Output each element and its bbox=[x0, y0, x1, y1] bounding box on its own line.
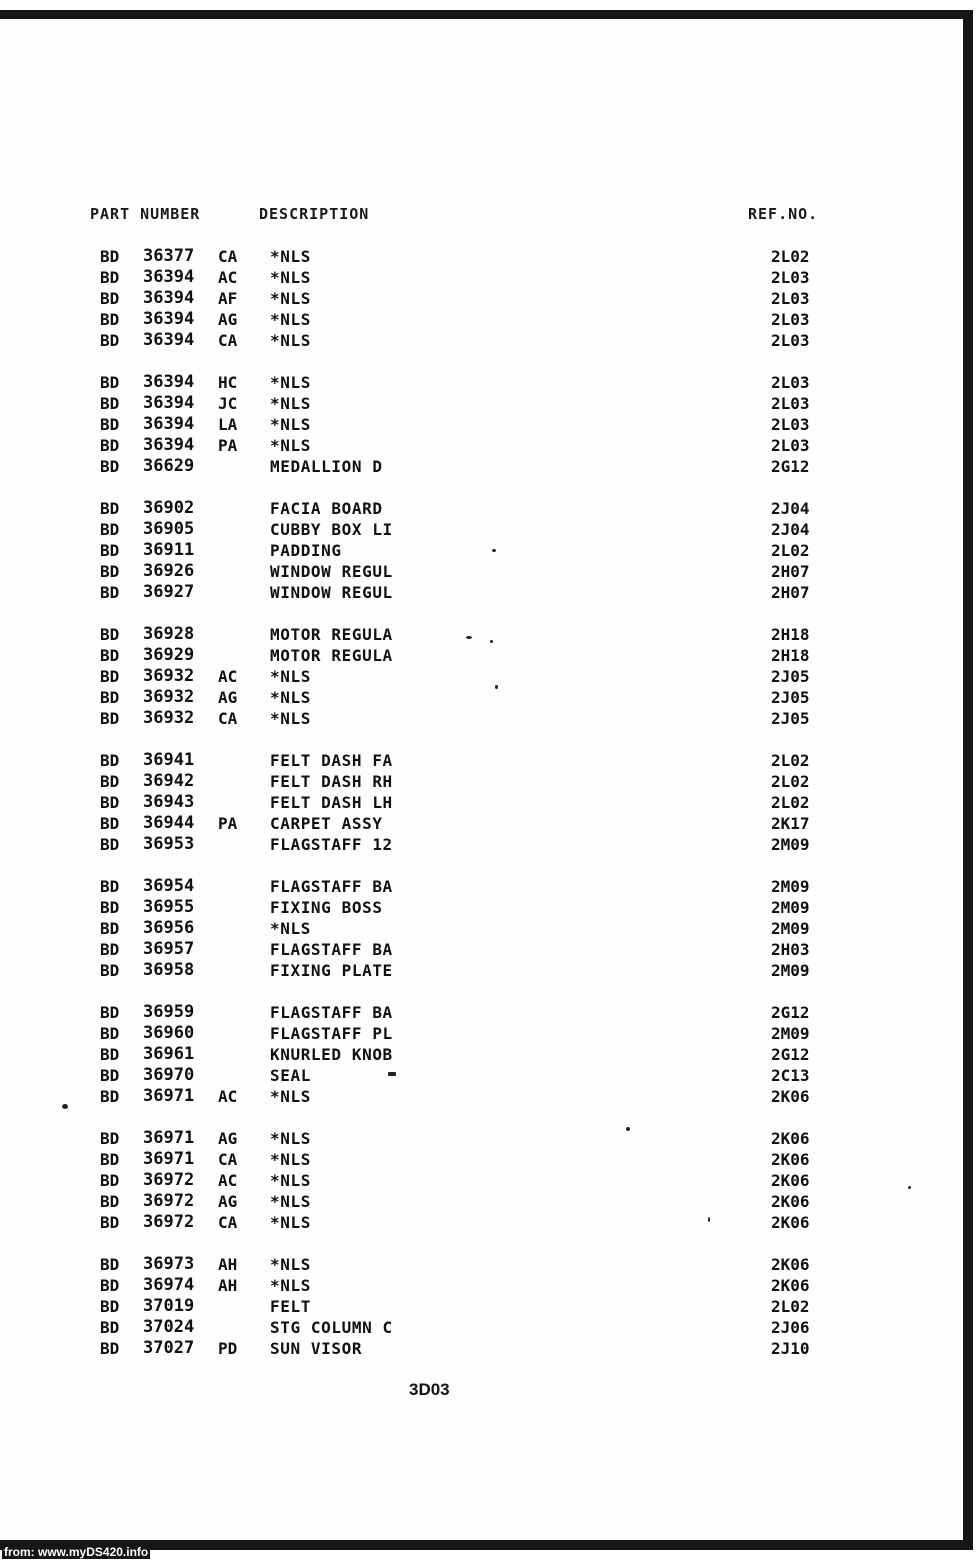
part-suffix: AC bbox=[218, 1171, 238, 1190]
part-prefix: BD bbox=[100, 499, 120, 518]
part-number: 36928 bbox=[143, 624, 195, 644]
part-prefix: BD bbox=[100, 1045, 120, 1064]
part-prefix: BD bbox=[100, 415, 120, 434]
part-ref-no: 2L02 bbox=[771, 793, 810, 812]
part-prefix: BD bbox=[100, 898, 120, 917]
part-description: SUN VISOR bbox=[270, 1339, 363, 1358]
part-number: 36973 bbox=[143, 1254, 195, 1274]
part-ref-no: 2K06 bbox=[771, 1087, 810, 1106]
part-row bbox=[0, 771, 963, 792]
part-row bbox=[0, 1212, 963, 1233]
part-number: 36932 bbox=[143, 666, 195, 686]
part-row bbox=[0, 834, 963, 855]
part-prefix: BD bbox=[100, 667, 120, 686]
part-number: 36932 bbox=[143, 708, 195, 728]
part-row bbox=[0, 1254, 963, 1275]
part-description: CARPET ASSY bbox=[270, 814, 383, 833]
part-description: PADDING bbox=[270, 541, 342, 560]
part-description: FLAGSTAFF BA bbox=[270, 940, 393, 959]
part-row bbox=[0, 687, 963, 708]
part-row bbox=[0, 1086, 963, 1107]
part-ref-no: 2K06 bbox=[771, 1213, 810, 1232]
part-ref-no: 2K06 bbox=[771, 1171, 810, 1190]
part-row bbox=[0, 666, 963, 687]
part-number: 36972 bbox=[143, 1212, 195, 1232]
part-row bbox=[0, 1191, 963, 1212]
part-row bbox=[0, 582, 963, 603]
part-ref-no: 2L03 bbox=[771, 268, 810, 287]
scan-speck bbox=[492, 549, 496, 552]
part-number: 36943 bbox=[143, 792, 195, 812]
part-prefix: BD bbox=[100, 1024, 120, 1043]
part-ref-no: 2M09 bbox=[771, 961, 810, 980]
part-number: 36394 bbox=[143, 372, 195, 392]
part-row bbox=[0, 1065, 963, 1086]
part-prefix: BD bbox=[100, 457, 120, 476]
part-description: *NLS bbox=[270, 1171, 311, 1190]
part-row bbox=[0, 897, 963, 918]
part-ref-no: 2G12 bbox=[771, 1045, 810, 1064]
part-description: *NLS bbox=[270, 289, 311, 308]
part-number: 37027 bbox=[143, 1338, 195, 1358]
part-number: 36394 bbox=[143, 309, 195, 329]
part-description: *NLS bbox=[270, 247, 311, 266]
source-watermark: from: www.myDS420.info bbox=[4, 1545, 149, 1559]
part-prefix: BD bbox=[100, 709, 120, 728]
scan-speck bbox=[626, 1127, 630, 1131]
part-description: *NLS bbox=[270, 1192, 311, 1211]
part-description: MOTOR REGULA bbox=[270, 646, 393, 665]
part-description: FELT DASH LH bbox=[270, 793, 393, 812]
part-number: 36970 bbox=[143, 1065, 195, 1085]
part-prefix: BD bbox=[100, 814, 120, 833]
scan-speck bbox=[466, 636, 472, 639]
part-row bbox=[0, 414, 963, 435]
part-row bbox=[0, 1338, 963, 1359]
part-row bbox=[0, 1149, 963, 1170]
scan-border-top bbox=[0, 10, 970, 19]
part-ref-no: 2K06 bbox=[771, 1129, 810, 1148]
part-description: MEDALLION D bbox=[270, 457, 383, 476]
part-ref-no: 2C13 bbox=[771, 1066, 810, 1085]
part-ref-no: 2L02 bbox=[771, 247, 810, 266]
part-description: FLAGSTAFF PL bbox=[270, 1024, 393, 1043]
part-number: 36394 bbox=[143, 267, 195, 287]
part-description: *NLS bbox=[270, 688, 311, 707]
column-header-ref-no: REF.NO. bbox=[748, 205, 819, 223]
part-prefix: BD bbox=[100, 793, 120, 812]
part-row bbox=[0, 1275, 963, 1296]
part-description: *NLS bbox=[270, 667, 311, 686]
part-row bbox=[0, 876, 963, 897]
part-prefix: BD bbox=[100, 541, 120, 560]
part-row bbox=[0, 939, 963, 960]
part-description: WINDOW REGUL bbox=[270, 562, 393, 581]
part-row bbox=[0, 708, 963, 729]
part-description: *NLS bbox=[270, 310, 311, 329]
part-row bbox=[0, 624, 963, 645]
part-description: *NLS bbox=[270, 709, 311, 728]
part-prefix: BD bbox=[100, 583, 120, 602]
part-number: 36629 bbox=[143, 456, 195, 476]
part-ref-no: 2K06 bbox=[771, 1150, 810, 1169]
part-description: *NLS bbox=[270, 1150, 311, 1169]
part-prefix: BD bbox=[100, 772, 120, 791]
part-suffix: AG bbox=[218, 310, 238, 329]
part-prefix: BD bbox=[100, 289, 120, 308]
part-description: *NLS bbox=[270, 394, 311, 413]
group-spacer bbox=[0, 1233, 963, 1254]
part-suffix: AC bbox=[218, 1087, 238, 1106]
part-prefix: BD bbox=[100, 1276, 120, 1295]
group-spacer bbox=[0, 855, 963, 876]
part-description: FLAGSTAFF BA bbox=[270, 1003, 393, 1022]
part-prefix: BD bbox=[100, 625, 120, 644]
part-ref-no: 2J04 bbox=[771, 520, 810, 539]
part-number: 36926 bbox=[143, 561, 195, 581]
group-spacer bbox=[0, 351, 963, 372]
scan-border-right bbox=[963, 10, 973, 1546]
part-description: FELT DASH RH bbox=[270, 772, 393, 791]
part-suffix: CA bbox=[218, 247, 238, 266]
part-ref-no: 2K17 bbox=[771, 814, 810, 833]
part-ref-no: 2K06 bbox=[771, 1255, 810, 1274]
part-row bbox=[0, 1044, 963, 1065]
part-number: 36971 bbox=[143, 1086, 195, 1106]
part-description: *NLS bbox=[270, 436, 311, 455]
part-description: FLAGSTAFF 12 bbox=[270, 835, 393, 854]
part-ref-no: 2J04 bbox=[771, 499, 810, 518]
part-ref-no: 2L03 bbox=[771, 331, 810, 350]
part-row bbox=[0, 372, 963, 393]
part-ref-no: 2H18 bbox=[771, 646, 810, 665]
part-prefix: BD bbox=[100, 1192, 120, 1211]
part-description: FLAGSTAFF BA bbox=[270, 877, 393, 896]
group-spacer bbox=[0, 477, 963, 498]
part-row bbox=[0, 561, 963, 582]
part-suffix: AH bbox=[218, 1276, 238, 1295]
part-ref-no: 2H07 bbox=[771, 583, 810, 602]
part-description: *NLS bbox=[270, 1255, 311, 1274]
part-description: WINDOW REGUL bbox=[270, 583, 393, 602]
part-prefix: BD bbox=[100, 919, 120, 938]
part-prefix: BD bbox=[100, 436, 120, 455]
part-ref-no: 2M09 bbox=[771, 898, 810, 917]
part-ref-no: 2G12 bbox=[771, 1003, 810, 1022]
part-number: 36394 bbox=[143, 393, 195, 413]
part-ref-no: 2H18 bbox=[771, 625, 810, 644]
part-ref-no: 2J05 bbox=[771, 667, 810, 686]
group-spacer bbox=[0, 729, 963, 750]
part-row bbox=[0, 267, 963, 288]
part-prefix: BD bbox=[100, 1318, 120, 1337]
part-number: 37024 bbox=[143, 1317, 195, 1337]
part-suffix: CA bbox=[218, 1213, 238, 1232]
group-spacer bbox=[0, 1107, 963, 1128]
part-description: CUBBY BOX LI bbox=[270, 520, 393, 539]
part-ref-no: 2L03 bbox=[771, 394, 810, 413]
part-number: 36954 bbox=[143, 876, 195, 896]
part-prefix: BD bbox=[100, 961, 120, 980]
part-number: 36929 bbox=[143, 645, 195, 665]
part-row bbox=[0, 330, 963, 351]
part-prefix: BD bbox=[100, 1297, 120, 1316]
parts-list bbox=[0, 246, 963, 1359]
part-suffix: AG bbox=[218, 688, 238, 707]
part-row bbox=[0, 645, 963, 666]
part-description: *NLS bbox=[270, 919, 311, 938]
part-number: 36932 bbox=[143, 687, 195, 707]
part-description: KNURLED KNOB bbox=[270, 1045, 393, 1064]
part-prefix: BD bbox=[100, 247, 120, 266]
part-suffix: CA bbox=[218, 331, 238, 350]
part-prefix: BD bbox=[100, 1066, 120, 1085]
part-prefix: BD bbox=[100, 1003, 120, 1022]
part-number: 36974 bbox=[143, 1275, 195, 1295]
part-ref-no: 2J10 bbox=[771, 1339, 810, 1358]
part-suffix: AH bbox=[218, 1255, 238, 1274]
part-number: 36942 bbox=[143, 771, 195, 791]
part-number: 36944 bbox=[143, 813, 195, 833]
part-prefix: BD bbox=[100, 688, 120, 707]
part-prefix: BD bbox=[100, 835, 120, 854]
column-header-part-number: PART NUMBER bbox=[90, 205, 201, 223]
part-number: 36956 bbox=[143, 918, 195, 938]
part-suffix: CA bbox=[218, 709, 238, 728]
part-row bbox=[0, 1296, 963, 1317]
part-prefix: BD bbox=[100, 1255, 120, 1274]
part-number: 36971 bbox=[143, 1149, 195, 1169]
part-row bbox=[0, 960, 963, 981]
part-number: 37019 bbox=[143, 1296, 195, 1316]
column-header-description: DESCRIPTION bbox=[259, 205, 370, 223]
part-row bbox=[0, 1002, 963, 1023]
page-code: 3D03 bbox=[409, 1380, 450, 1399]
part-description: STG COLUMN C bbox=[270, 1318, 393, 1337]
part-suffix: AG bbox=[218, 1129, 238, 1148]
part-prefix: BD bbox=[100, 1171, 120, 1190]
part-ref-no: 2L02 bbox=[771, 1297, 810, 1316]
part-suffix: AC bbox=[218, 667, 238, 686]
scan-speck bbox=[388, 1072, 396, 1076]
part-number: 36953 bbox=[143, 834, 195, 854]
part-ref-no: 2J05 bbox=[771, 709, 810, 728]
part-number: 36902 bbox=[143, 498, 195, 518]
part-description: *NLS bbox=[270, 331, 311, 350]
group-spacer bbox=[0, 603, 963, 624]
part-prefix: BD bbox=[100, 1150, 120, 1169]
part-row bbox=[0, 813, 963, 834]
part-ref-no: 2L03 bbox=[771, 289, 810, 308]
part-suffix: HC bbox=[218, 373, 238, 392]
part-ref-no: 2K06 bbox=[771, 1276, 810, 1295]
part-suffix: JC bbox=[218, 394, 238, 413]
part-description: *NLS bbox=[270, 1276, 311, 1295]
part-prefix: BD bbox=[100, 1213, 120, 1232]
part-ref-no: 2L03 bbox=[771, 415, 810, 434]
scan-speck bbox=[495, 685, 498, 689]
part-row bbox=[0, 288, 963, 309]
part-row bbox=[0, 1170, 963, 1191]
part-number: 36958 bbox=[143, 960, 195, 980]
part-prefix: BD bbox=[100, 268, 120, 287]
part-suffix: AC bbox=[218, 268, 238, 287]
part-number: 36394 bbox=[143, 330, 195, 350]
scan-speck bbox=[908, 1186, 911, 1189]
part-prefix: BD bbox=[100, 1087, 120, 1106]
part-prefix: BD bbox=[100, 751, 120, 770]
part-ref-no: 2L02 bbox=[771, 772, 810, 791]
part-number: 36377 bbox=[143, 246, 195, 266]
part-number: 36959 bbox=[143, 1002, 195, 1022]
part-ref-no: 2L03 bbox=[771, 373, 810, 392]
part-row bbox=[0, 435, 963, 456]
part-suffix: AF bbox=[218, 289, 238, 308]
group-spacer bbox=[0, 981, 963, 1002]
part-number: 36905 bbox=[143, 519, 195, 539]
part-ref-no: 2K06 bbox=[771, 1192, 810, 1211]
part-description: *NLS bbox=[270, 373, 311, 392]
part-ref-no: 2L02 bbox=[771, 751, 810, 770]
part-row bbox=[0, 750, 963, 771]
part-prefix: BD bbox=[100, 940, 120, 959]
part-ref-no: 2G12 bbox=[771, 457, 810, 476]
part-number: 36927 bbox=[143, 582, 195, 602]
part-row bbox=[0, 1128, 963, 1149]
part-number: 36394 bbox=[143, 435, 195, 455]
part-ref-no: 2L03 bbox=[771, 310, 810, 329]
part-description: FELT DASH FA bbox=[270, 751, 393, 770]
part-number: 36961 bbox=[143, 1044, 195, 1064]
part-number: 36394 bbox=[143, 288, 195, 308]
part-suffix: PA bbox=[218, 436, 238, 455]
part-suffix: LA bbox=[218, 415, 238, 434]
part-description: *NLS bbox=[270, 1087, 311, 1106]
part-row bbox=[0, 498, 963, 519]
part-description: FACIA BOARD bbox=[270, 499, 383, 518]
part-prefix: BD bbox=[100, 310, 120, 329]
part-prefix: BD bbox=[100, 646, 120, 665]
part-number: 36911 bbox=[143, 540, 195, 560]
part-ref-no: 2L03 bbox=[771, 436, 810, 455]
part-description: *NLS bbox=[270, 268, 311, 287]
part-number: 36972 bbox=[143, 1170, 195, 1190]
part-description: *NLS bbox=[270, 1213, 311, 1232]
part-number: 36971 bbox=[143, 1128, 195, 1148]
part-row bbox=[0, 309, 963, 330]
part-number: 36957 bbox=[143, 939, 195, 959]
part-suffix: AG bbox=[218, 1192, 238, 1211]
part-number: 36955 bbox=[143, 897, 195, 917]
part-row bbox=[0, 393, 963, 414]
part-description: *NLS bbox=[270, 1129, 311, 1148]
part-row bbox=[0, 1023, 963, 1044]
part-description: SEAL bbox=[270, 1066, 311, 1085]
part-number: 36394 bbox=[143, 414, 195, 434]
part-ref-no: 2M09 bbox=[771, 919, 810, 938]
part-row bbox=[0, 519, 963, 540]
part-description: FELT bbox=[270, 1297, 311, 1316]
part-description: MOTOR REGULA bbox=[270, 625, 393, 644]
part-suffix: PA bbox=[218, 814, 238, 833]
part-ref-no: 2J06 bbox=[771, 1318, 810, 1337]
part-row bbox=[0, 792, 963, 813]
part-prefix: BD bbox=[100, 1129, 120, 1148]
part-description: FIXING PLATE bbox=[270, 961, 393, 980]
part-ref-no: 2M09 bbox=[771, 1024, 810, 1043]
part-description: *NLS bbox=[270, 415, 311, 434]
part-suffix: CA bbox=[218, 1150, 238, 1169]
part-ref-no: 2H07 bbox=[771, 562, 810, 581]
part-row bbox=[0, 1317, 963, 1338]
part-row bbox=[0, 246, 963, 267]
scan-speck bbox=[62, 1104, 68, 1109]
part-prefix: BD bbox=[100, 331, 120, 350]
part-ref-no: 2L02 bbox=[771, 541, 810, 560]
part-prefix: BD bbox=[100, 520, 120, 539]
part-prefix: BD bbox=[100, 562, 120, 581]
part-number: 36972 bbox=[143, 1191, 195, 1211]
part-row bbox=[0, 540, 963, 561]
part-ref-no: 2H03 bbox=[771, 940, 810, 959]
part-prefix: BD bbox=[100, 877, 120, 896]
part-description: FIXING BOSS bbox=[270, 898, 383, 917]
part-row bbox=[0, 918, 963, 939]
part-number: 36941 bbox=[143, 750, 195, 770]
part-prefix: BD bbox=[100, 1339, 120, 1358]
part-number: 36960 bbox=[143, 1023, 195, 1043]
scan-speck bbox=[708, 1217, 710, 1222]
part-prefix: BD bbox=[100, 373, 120, 392]
part-ref-no: 2J05 bbox=[771, 688, 810, 707]
part-row bbox=[0, 456, 963, 477]
part-ref-no: 2M09 bbox=[771, 877, 810, 896]
part-suffix: PD bbox=[218, 1339, 238, 1358]
part-ref-no: 2M09 bbox=[771, 835, 810, 854]
part-prefix: BD bbox=[100, 394, 120, 413]
scan-speck bbox=[490, 640, 493, 643]
